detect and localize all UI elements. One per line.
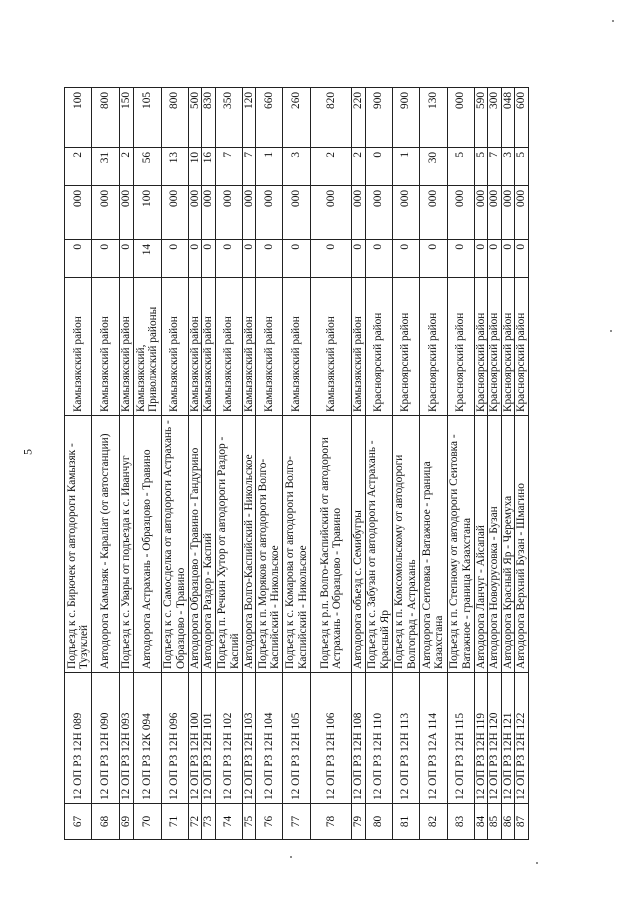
row-number-cell: 86: [501, 804, 515, 840]
length-m-cell: 260: [283, 88, 311, 148]
start-m-cell: 000: [515, 186, 529, 240]
roads-table-container: [64, 88, 612, 840]
row-number-cell: 68: [92, 804, 120, 840]
district-cell: Камызякский район: [120, 278, 134, 416]
road-code-cell: 12 ОП РЗ 12А 114: [419, 673, 447, 804]
road-code-cell: 12 ОП РЗ 12Н 100: [188, 673, 202, 804]
start-km-cell: 14: [133, 240, 161, 278]
table-row: [352, 88, 366, 840]
table-row: [365, 88, 392, 840]
district-cell: Красноярский район: [515, 278, 529, 416]
length-m-cell: 300: [488, 88, 502, 148]
start-km-cell: 0: [365, 240, 392, 278]
scan-speck: [536, 862, 538, 864]
table-row: [419, 88, 447, 840]
road-name-cell: Автодорога Камызяк - Караліат (от автостанции): [92, 416, 120, 673]
start-m-cell: 000: [188, 186, 202, 240]
road-code-cell: 12 ОП РЗ 12Н 103: [242, 673, 256, 804]
road-code-cell: 12 ОП РЗ 12Н 115: [447, 673, 474, 804]
row-number-cell: 74: [215, 804, 242, 840]
road-code-cell: 12 ОП РЗ 12Н 104: [256, 673, 283, 804]
table-row: [501, 88, 515, 840]
table-body: [65, 88, 529, 840]
road-name-cell: Автодорога Образцово - Травино - Гандурино: [188, 416, 202, 673]
length-m-cell: 820: [311, 88, 352, 148]
start-km-cell: 0: [474, 240, 488, 278]
road-code-cell: 12 ОП РЗ 12Н 102: [215, 673, 242, 804]
district-cell: Камызякский район: [242, 278, 256, 416]
scan-speck: [610, 330, 612, 332]
start-m-cell: 000: [311, 186, 352, 240]
row-number-cell: 76: [256, 804, 283, 840]
length-m-cell: 590: [474, 88, 488, 148]
district-cell: Камызякский район: [202, 278, 216, 416]
length-km-cell: 7: [215, 148, 242, 186]
district-cell: Красноярский район: [447, 278, 474, 416]
row-number-cell: 71: [161, 804, 188, 840]
length-km-cell: 10: [188, 148, 202, 186]
start-km-cell: 0: [488, 240, 502, 278]
row-number-cell: 79: [352, 804, 366, 840]
length-km-cell: 16: [202, 148, 216, 186]
table-row: [242, 88, 256, 840]
length-km-cell: 5: [447, 148, 474, 186]
scan-speck: [612, 20, 614, 22]
length-m-cell: 830: [202, 88, 216, 148]
start-km-cell: 0: [92, 240, 120, 278]
start-m-cell: 000: [65, 186, 92, 240]
start-km-cell: 0: [311, 240, 352, 278]
length-m-cell: 000: [447, 88, 474, 148]
row-number-cell: 87: [515, 804, 529, 840]
start-km-cell: 0: [188, 240, 202, 278]
road-code-cell: 12 ОП РЗ 12Н 119: [474, 673, 488, 804]
road-name-cell: Подъезд к п. Степному от автодороги Сеитовка - Ватажное - граница Казахстана: [447, 416, 474, 673]
start-km-cell: 0: [419, 240, 447, 278]
table-row: [120, 88, 134, 840]
table-row: [515, 88, 529, 840]
row-number-cell: 83: [447, 804, 474, 840]
length-m-cell: 120: [242, 88, 256, 148]
district-cell: Красноярский район: [474, 278, 488, 416]
length-km-cell: 2: [65, 148, 92, 186]
start-km-cell: 0: [447, 240, 474, 278]
road-code-cell: 12 ОП РЗ 12Н 106: [311, 673, 352, 804]
start-m-cell: 000: [474, 186, 488, 240]
road-name-cell: Автодорога Верхний Бузан - Шмагино: [515, 416, 529, 673]
start-m-cell: 000: [120, 186, 134, 240]
start-km-cell: 0: [120, 240, 134, 278]
start-m-cell: 000: [501, 186, 515, 240]
start-m-cell: 000: [365, 186, 392, 240]
road-code-cell: 12 ОП РЗ 12Н 101: [202, 673, 216, 804]
district-cell: Камызякский район: [188, 278, 202, 416]
road-code-cell: 12 ОП РЗ 12Н 105: [283, 673, 311, 804]
length-m-cell: 800: [92, 88, 120, 148]
start-km-cell: 0: [215, 240, 242, 278]
length-km-cell: 2: [120, 148, 134, 186]
table-row: [488, 88, 502, 840]
district-cell: Камызякский район: [311, 278, 352, 416]
district-cell: Камызякский район: [283, 278, 311, 416]
length-m-cell: 105: [133, 88, 161, 148]
length-km-cell: 3: [283, 148, 311, 186]
length-m-cell: 900: [365, 88, 392, 148]
length-m-cell: 048: [501, 88, 515, 148]
road-name-cell: Автодорога Красный Яр - Черемуха: [501, 416, 515, 673]
road-code-cell: 12 ОП РЗ 12Н 110: [365, 673, 392, 804]
length-m-cell: 150: [120, 88, 134, 148]
row-number-cell: 84: [474, 804, 488, 840]
road-code-cell: 12 ОП РЗ 12Н 089: [65, 673, 92, 804]
start-m-cell: 000: [447, 186, 474, 240]
scan-speck: [290, 856, 292, 858]
road-code-cell: 12 ОП РЗ 12Н 122: [515, 673, 529, 804]
length-m-cell: 660: [256, 88, 283, 148]
start-m-cell: 000: [215, 186, 242, 240]
road-code-cell: 12 ОП РЗ 12Н 120: [488, 673, 502, 804]
start-m-cell: 000: [352, 186, 366, 240]
district-cell: Камызякский, Приволжский районы: [133, 278, 161, 416]
row-number-cell: 78: [311, 804, 352, 840]
district-cell: Красноярский район: [365, 278, 392, 416]
district-cell: Камызякский район: [352, 278, 366, 416]
start-km-cell: 0: [392, 240, 419, 278]
road-name-cell: Автодорога Астрахань - Образцово - Травино: [133, 416, 161, 673]
start-km-cell: 0: [352, 240, 366, 278]
start-m-cell: 000: [92, 186, 120, 240]
row-number-cell: 72: [188, 804, 202, 840]
road-code-cell: 12 ОП РЗ 12Н 093: [120, 673, 134, 804]
row-number-cell: 73: [202, 804, 216, 840]
length-km-cell: 30: [419, 148, 447, 186]
row-number-cell: 80: [365, 804, 392, 840]
table-row: [474, 88, 488, 840]
length-km-cell: 31: [92, 148, 120, 186]
road-code-cell: 12 ОП РЗ 12Н 113: [392, 673, 419, 804]
table-row: [215, 88, 242, 840]
table-row: [256, 88, 283, 840]
length-km-cell: 7: [242, 148, 256, 186]
district-cell: Камызякский район: [215, 278, 242, 416]
road-name-cell: Подъезд к с. Забузан от автодороги Астрахань - Красный Яр: [365, 416, 392, 673]
start-km-cell: 0: [161, 240, 188, 278]
road-name-cell: Автодорога Новоурусовка - Бузан: [488, 416, 502, 673]
start-m-cell: 000: [419, 186, 447, 240]
start-km-cell: 0: [242, 240, 256, 278]
row-number-cell: 67: [65, 804, 92, 840]
length-m-cell: 900: [392, 88, 419, 148]
length-km-cell: 2: [311, 148, 352, 186]
start-km-cell: 0: [515, 240, 529, 278]
road-name-cell: Подъезд к с. Увары от подъезда к с. Иванчуг: [120, 416, 134, 673]
table-row: [311, 88, 352, 840]
road-code-cell: 12 ОП РЗ 12Н 096: [161, 673, 188, 804]
length-km-cell: 56: [133, 148, 161, 186]
length-km-cell: 5: [474, 148, 488, 186]
table-row: [161, 88, 188, 840]
table-row: [392, 88, 419, 840]
start-m-cell: 000: [488, 186, 502, 240]
start-m-cell: 000: [202, 186, 216, 240]
road-name-cell: Подъезд п. Речкин Хутор от автодороги Раздор - Каспий: [215, 416, 242, 673]
length-km-cell: 13: [161, 148, 188, 186]
length-m-cell: 350: [215, 88, 242, 148]
road-code-cell: 12 ОП РЗ 12К 094: [133, 673, 161, 804]
length-m-cell: 600: [515, 88, 529, 148]
road-code-cell: 12 ОП РЗ 12Н 108: [352, 673, 366, 804]
length-km-cell: 5: [515, 148, 529, 186]
start-km-cell: 0: [202, 240, 216, 278]
length-m-cell: 500: [188, 88, 202, 148]
road-name-cell: Автодорога Раздор - Каспий: [202, 416, 216, 673]
table-row: [283, 88, 311, 840]
road-name-cell: Автодорога объезд с. Семибугры: [352, 416, 366, 673]
road-name-cell: Подъезд к п. Комсомольскому от автодороги Волгоград - Астрахань: [392, 416, 419, 673]
district-cell: Красноярский район: [488, 278, 502, 416]
length-km-cell: 2: [352, 148, 366, 186]
length-m-cell: 800: [161, 88, 188, 148]
start-km-cell: 0: [256, 240, 283, 278]
road-code-cell: 12 ОП РЗ 12Н 121: [501, 673, 515, 804]
length-km-cell: 7: [488, 148, 502, 186]
table-row: [65, 88, 92, 840]
roads-table: [64, 87, 529, 840]
table-row: [92, 88, 120, 840]
start-m-cell: 000: [283, 186, 311, 240]
district-cell: Камызякский район: [161, 278, 188, 416]
row-number-cell: 77: [283, 804, 311, 840]
table-row: [202, 88, 216, 840]
start-m-cell: 000: [392, 186, 419, 240]
length-m-cell: 130: [419, 88, 447, 148]
page-number: 5: [20, 449, 35, 455]
district-cell: Камызякский район: [65, 278, 92, 416]
start-km-cell: 0: [283, 240, 311, 278]
district-cell: Красноярский район: [501, 278, 515, 416]
road-name-cell: Автодорога Ланчуг - Айсапай: [474, 416, 488, 673]
road-name-cell: Подъезд к с. Комарова от автодороги Волго-Каспийский - Никольское: [283, 416, 311, 673]
road-code-cell: 12 ОП РЗ 12Н 090: [92, 673, 120, 804]
length-km-cell: 1: [256, 148, 283, 186]
road-name-cell: Подъезд к с. Бирючек от автодороги Камызяк - Тузуклей: [65, 416, 92, 673]
table-row: [447, 88, 474, 840]
length-m-cell: 220: [352, 88, 366, 148]
district-cell: Красноярский район: [419, 278, 447, 416]
row-number-cell: 82: [419, 804, 447, 840]
start-km-cell: 0: [501, 240, 515, 278]
road-name-cell: Автодорога Волго-Каспийский - Никольское: [242, 416, 256, 673]
row-number-cell: 69: [120, 804, 134, 840]
table-row: [133, 88, 161, 840]
start-m-cell: 100: [133, 186, 161, 240]
district-cell: Красноярский район: [392, 278, 419, 416]
length-km-cell: 0: [365, 148, 392, 186]
row-number-cell: 81: [392, 804, 419, 840]
road-name-cell: Подъезд к п. Моряков от автодороги Волго-Каспийский - Никольское: [256, 416, 283, 673]
road-name-cell: Подъезд к с. Самосделка от автодороги Астрахань - Образцово - Травино: [161, 416, 188, 673]
row-number-cell: 75: [242, 804, 256, 840]
length-km-cell: 1: [392, 148, 419, 186]
row-number-cell: 85: [488, 804, 502, 840]
start-m-cell: 000: [242, 186, 256, 240]
start-m-cell: 000: [161, 186, 188, 240]
length-m-cell: 100: [65, 88, 92, 148]
row-number-cell: 70: [133, 804, 161, 840]
start-km-cell: 0: [65, 240, 92, 278]
road-name-cell: Автодорога Сеитовка - Ватажное - граница Казахстана: [419, 416, 447, 673]
start-m-cell: 000: [256, 186, 283, 240]
table-row: [188, 88, 202, 840]
district-cell: Камызякский район: [92, 278, 120, 416]
district-cell: Камызякский район: [256, 278, 283, 416]
length-km-cell: 3: [501, 148, 515, 186]
road-name-cell: Подъезд к р.п. Волго-Каспийский от автодороги Астрахань - Образцово - Травино: [311, 416, 352, 673]
